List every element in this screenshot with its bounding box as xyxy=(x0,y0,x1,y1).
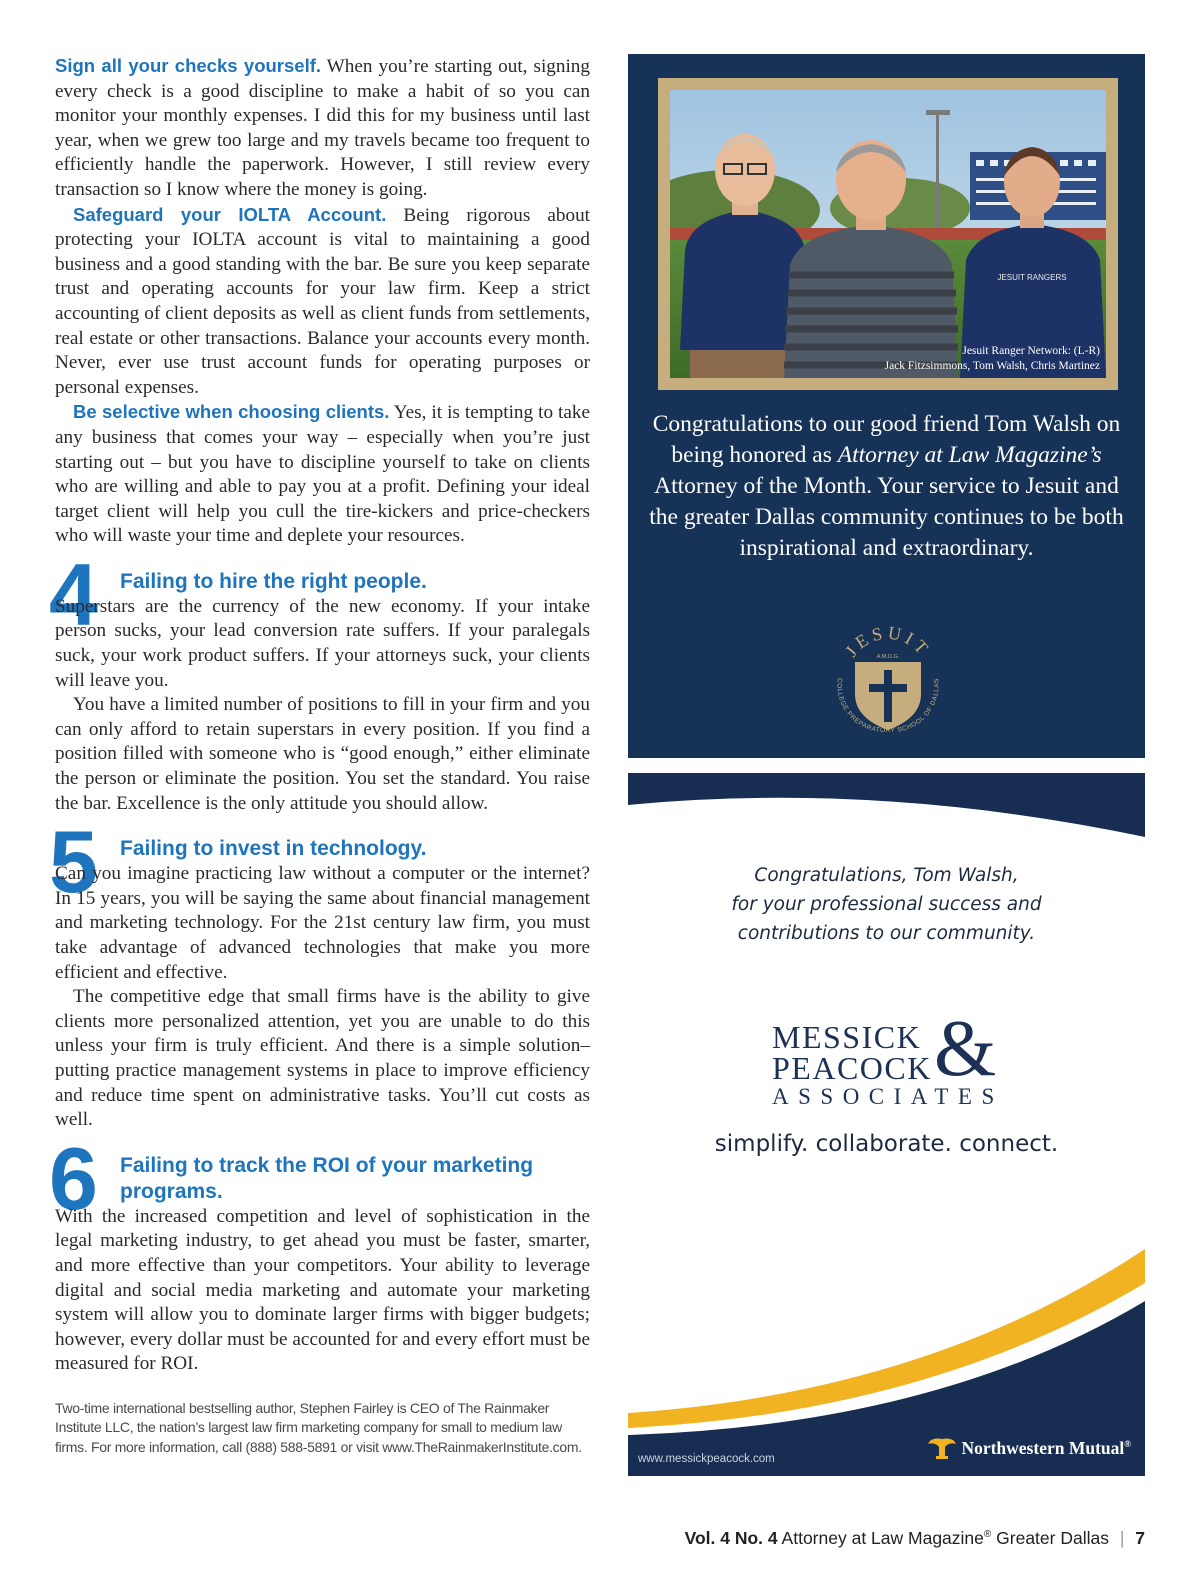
tagline: simplify. collaborate. connect. xyxy=(714,1131,1059,1157)
footer-separator: | xyxy=(1119,1528,1125,1548)
caption-line: Jesuit Ranger Network: (L-R) xyxy=(962,345,1100,357)
sponsor-name: Northwestern Mutual xyxy=(961,1437,1125,1458)
paragraph-lead: Safeguard your IOLTA Account. xyxy=(73,203,387,225)
seal-ring-text: COLLEGE PREPARATORY SCHOOL OF DALLAS xyxy=(835,677,941,735)
section-number: 5 xyxy=(49,812,98,912)
website-link[interactable]: www.messickpeacock.com xyxy=(638,1453,775,1465)
logo-peacock: PEACOCK xyxy=(772,1050,932,1086)
article-column xyxy=(49,54,590,1457)
paragraph-text: Yes, it is tempting to take any business that comes your way – especially when you’re just starting out – but you have to discipline yourself to take on clients who are willing and able to pay you at a profit. Defining your ideal target client will help you cull the tire-kickers and price-checkers who will waste your time and deplete your resources. xyxy=(55,402,590,547)
section-number: 6 xyxy=(49,1128,98,1228)
section-5 xyxy=(49,812,590,1133)
page-number: 7 xyxy=(1135,1528,1145,1548)
section-paragraph: Can you imagine practicing law without a computer or the internet? In 15 years, you will be saying the same about financial management and marketing technology. For the 21st century law firm, you must take advantage of advanced technologies that make you more efficient and effective. xyxy=(55,863,590,983)
photo-illustration xyxy=(670,90,1106,378)
eagle-icon xyxy=(927,1436,957,1460)
issue-label: Vol. 4 No. 4 xyxy=(684,1528,778,1548)
message-line: Congratulations, Tom Walsh, xyxy=(754,865,1019,886)
logo-messick: MESSICK xyxy=(772,1019,922,1055)
intro-paragraph xyxy=(55,400,590,549)
author-bio: Two-time international bestselling author, Stephen Fairley is CEO of The Rainmaker Institute LLC, the nation’s largest law firm marketing company for small to medium law firms. For more information, call (888) 588-5891 or visit www.TheRainmakerInstitute.com. xyxy=(55,1399,582,1455)
message-line: contributions to our community. xyxy=(737,923,1036,944)
section-paragraph: With the increased competition and level of sophistication in the legal marketing industry, to get ahead you must be faster, smarter, and more effective than your competitors. Your ability to leverage digital and social media marketing and automate your marketing system will allow you to dominate larger firms with bigger budgets; however, every dollar must be accounted for and every effort must be measured for ROI. xyxy=(55,1205,590,1375)
shirt-logo: JESUIT RANGERS xyxy=(997,273,1067,282)
message-text: Congratulations to our good friend Tom Walsh on being honored as xyxy=(652,411,1121,468)
section-paragraph: You have a limited number of positions to fill in your firm and you can only afford to retain superstars in every position. If you find a position filled with someone who is “good enough,” either eliminate the person or eliminate the position. You set the standard. You raise the bar. Excellence is the only attitude you should allow. xyxy=(55,694,590,814)
section-heading: Failing to track the ROI of your marketing programs. xyxy=(120,1153,534,1203)
section-paragraph: Superstars are the currency of the new economy. If your intake person sucks, your lead conversion rate suffers. If your paralegals suck, your work product suffers. If your attorneys suck, your clients will leave you. xyxy=(55,595,590,691)
jesuit-seal-icon xyxy=(831,622,945,746)
section-number: 4 xyxy=(49,544,98,644)
message-text: Attorney of the Month. Your service to Jesuit and the greater Dallas community continues to be both inspirational and extraordinary. xyxy=(649,473,1124,561)
logo-associates: ASSOCIATES xyxy=(772,1084,1004,1109)
edition-label: Greater Dallas xyxy=(996,1528,1109,1548)
paragraph-lead: Be selective when choosing clients. xyxy=(73,401,390,423)
magazine-name: Attorney at Law Magazine’s xyxy=(837,442,1102,468)
group-photo xyxy=(670,90,1106,378)
page-footer xyxy=(685,1528,1145,1549)
section-4 xyxy=(49,544,590,816)
logo-ampersand: & xyxy=(934,1005,997,1093)
paragraph-text: Being rigorous about protecting your IOLTA account is vital to maintaining a good business and a good standing with the bar. Be sure you keep separate trust and operating accounts for your law firm. Keep a strict accounting of client deposits as well as client funds from settlements, real estate or other transactions. Balance your accounts every month. Never, ever use trust account funds for operating purposes or personal expenses. xyxy=(55,204,590,398)
caption-line: Jack Fitzsimmons, Tom Walsh, Chris Martinez xyxy=(884,360,1100,372)
section-paragraph: The competitive edge that small firms have is the ability to give clients more personalized attention, yet you are unable to do this unless your firm is truly efficient. And there is a simple solution–putting practice management systems in place to improve efficiency and reduce time spent on administrative tasks. You’ll cut costs as well. xyxy=(55,986,590,1131)
jesuit-congrats-message xyxy=(638,409,1135,564)
magazine-name: Attorney at Law Magazine xyxy=(781,1528,984,1548)
jesuit-ad xyxy=(628,54,1145,758)
section-heading: Failing to hire the right people. xyxy=(120,569,427,593)
paragraph-lead: Sign all your checks yourself. xyxy=(55,55,322,76)
seal-name: JESUIT xyxy=(841,622,935,661)
paragraph-text: When you’re starting out, signing every check is a good discipline to make a habit of so you can monitor your monthly expenses. I did this for my business until last year, when we grew too large and my travels became too frequent to efficiently handle the paperwork. However, I still review every transaction so I know where the money is going. xyxy=(55,56,590,200)
message-line: for your professional success and xyxy=(731,894,1042,915)
photo-caption xyxy=(885,344,1100,374)
messick-ad xyxy=(628,773,1145,1476)
registered-mark: ® xyxy=(983,1529,992,1541)
seal-motto: A.M.D.G. xyxy=(876,654,900,660)
registered-mark: ® xyxy=(1124,1438,1131,1449)
section-6 xyxy=(49,1128,590,1377)
intro-paragraph xyxy=(55,203,590,401)
northwestern-mutual-logo xyxy=(927,1436,1131,1460)
intro-paragraph xyxy=(55,54,590,203)
photo-frame xyxy=(658,78,1118,390)
messick-congrats-message xyxy=(638,861,1135,948)
section-heading: Failing to invest in technology. xyxy=(120,837,427,861)
